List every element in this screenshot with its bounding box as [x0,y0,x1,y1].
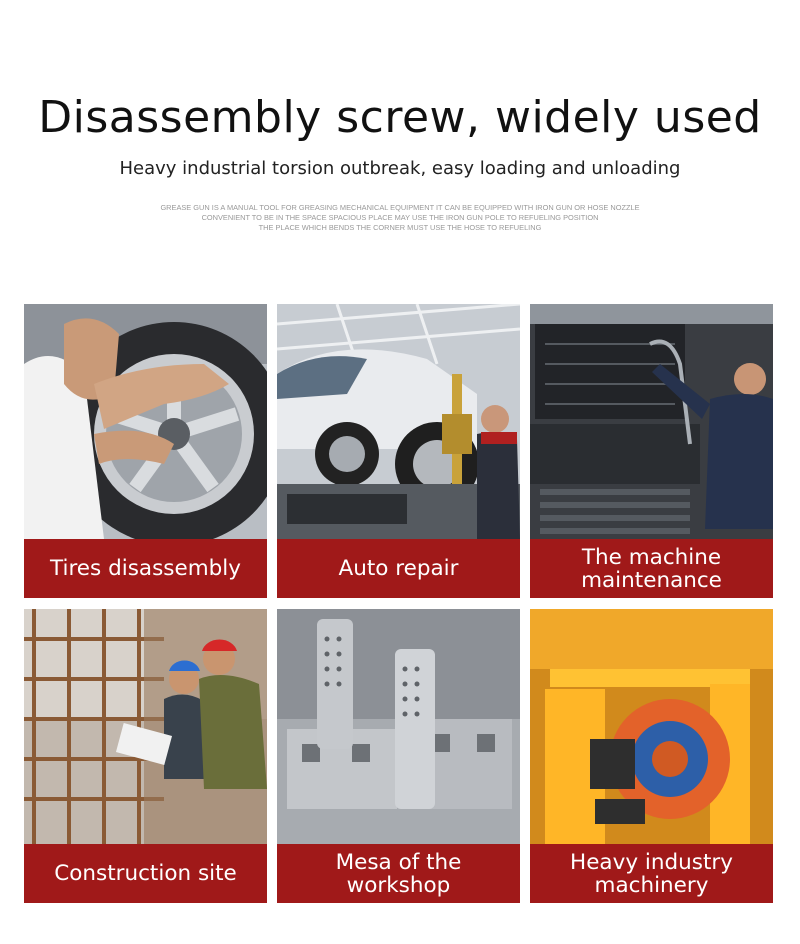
card-label: Heavy industry machinery [570,849,733,898]
fine-print [0,203,800,233]
card-tires [24,304,267,598]
card-label: Auto repair [338,556,459,581]
page-subtitle: Heavy industrial torsion outbreak, easy loading and unloading [119,158,681,179]
card-machine-maintenance [530,304,773,598]
card-caption [277,844,520,903]
card-label: Mesa of the workshop [335,849,462,898]
page-title: Disassembly screw, widely used [38,92,762,143]
card-workshop [277,609,520,903]
card-caption [277,539,520,598]
card-caption [24,539,267,598]
fine-print-line: THE PLACE WHICH BENDS THE CORNER MUST USE THE HOSE TO REFUELING [258,223,542,232]
card-label: Construction site [54,861,237,886]
mold-parts-photo [277,609,520,844]
car-lift-photo [277,304,520,539]
engine-repair-photo [530,304,773,539]
fine-print-line: GREASE GUN IS A MANUAL TOOL FOR GREASING MECHANICAL EQUIPMENT IT CAN BE EQUIPPED WITH IRON GUN OR HOSE NOZZLE [160,203,640,212]
card-caption [530,539,773,598]
tire-photo [24,304,267,539]
card-label: Tires disassembly [50,556,241,581]
machinery-photo [530,609,773,844]
card-caption [530,844,773,903]
card-heavy-machinery [530,609,773,903]
card-caption [24,844,267,903]
fine-print-line: CONVENIENT TO BE IN THE SPACE SPACIOUS PLACE MAY USE THE IRON GUN POLE TO REFUELING POSITION [201,213,599,222]
card-label: The machine maintenance [581,544,722,593]
card-auto-repair [277,304,520,598]
card-construction-site [24,609,267,903]
scaffold-photo [24,609,267,844]
